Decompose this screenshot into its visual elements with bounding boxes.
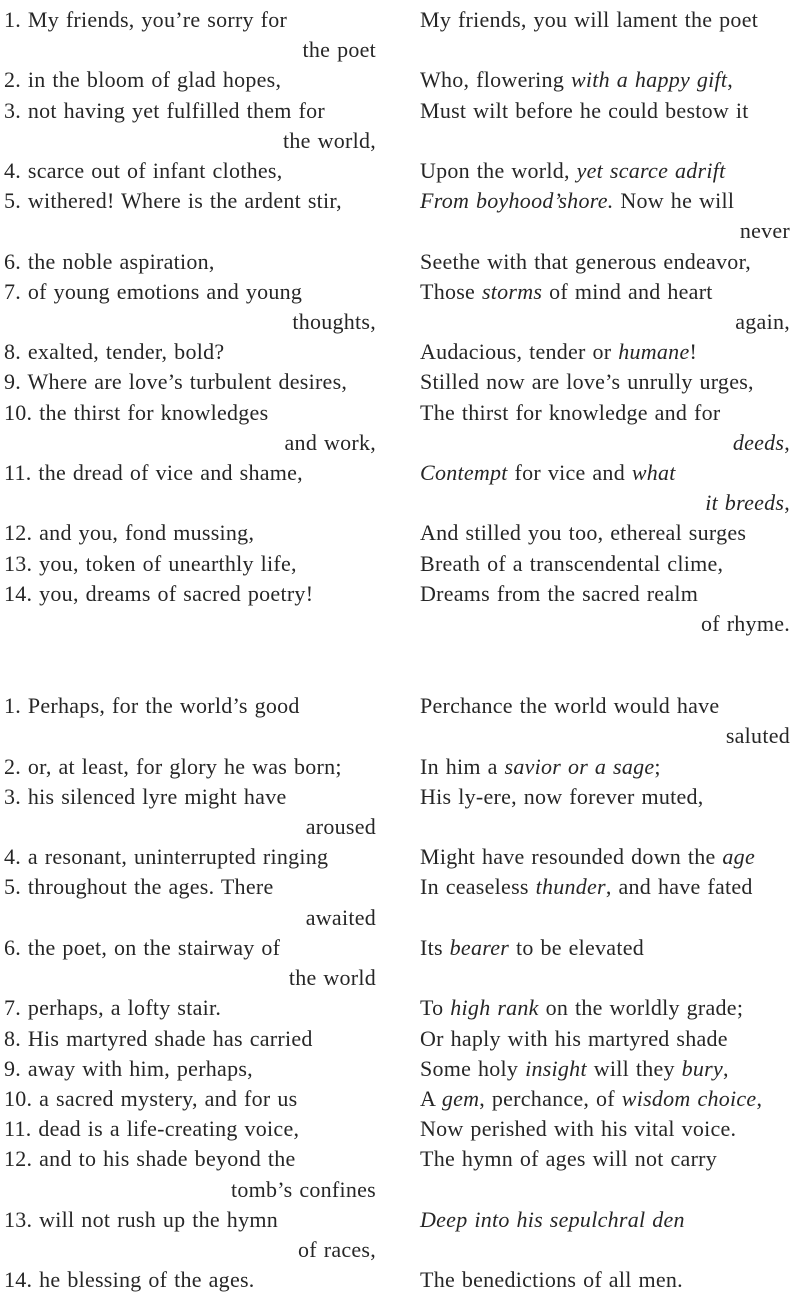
literal-translation-line: 7. of young emotions and young [4, 278, 303, 304]
literal-translation-line [4, 609, 376, 639]
literal-translation-line: 13. will not rush up the hymn [4, 1206, 278, 1232]
literal-translation-line: 10. a sacred mystery, and for us [4, 1085, 298, 1111]
verse-translation-line [420, 126, 790, 156]
verse-translation-line: of rhyme. [700, 611, 790, 637]
verse-translation-line: Dreams from the sacred realm [420, 580, 699, 606]
verse-translation-line [420, 903, 790, 933]
literal-translation-line: 7. perhaps, a lofty stair. [4, 995, 222, 1021]
verse-translation-line: A gem, perchance, of wisdom choice, [420, 1085, 763, 1111]
verse-translation-line: Must wilt before he could bestow it [420, 97, 749, 123]
literal-translation-line: 10. the thirst for knowledges [4, 399, 269, 425]
verse-row [0, 1205, 790, 1235]
verse-translation-line: Or haply with his martyred shade [420, 1025, 728, 1051]
literal-translation-line: 9. Where are love’s turbulent desires, [4, 369, 348, 395]
literal-translation-line: 11. the dread of vice and shame, [4, 460, 303, 486]
verse-row [0, 156, 790, 186]
verse-row [0, 1175, 790, 1205]
literal-translation-line: 5. withered! Where is the ardent stir, [4, 188, 342, 214]
verse-row [0, 1235, 790, 1265]
literal-translation-line: 13. you, token of unearthly life, [4, 550, 297, 576]
literal-translation-line: 12. and to his shade beyond the [4, 1146, 296, 1172]
literal-translation-line: 3. his silenced lyre might have [4, 783, 287, 809]
verse-row [0, 367, 790, 397]
literal-translation-line: 1. Perhaps, for the world’s good [4, 693, 300, 719]
stanza-1 [0, 5, 790, 639]
verse-row [0, 398, 790, 428]
verse-row [0, 691, 790, 721]
verse-row [0, 216, 790, 246]
verse-row [0, 1024, 790, 1054]
verse-row [0, 1084, 790, 1114]
verse-row [0, 872, 790, 902]
literal-translation-line: 4. a resonant, uninterrupted ringing [4, 844, 329, 870]
verse-translation-line: Contempt for vice and what [420, 460, 676, 486]
literal-translation-line: thoughts, [292, 309, 376, 335]
verse-row [0, 721, 790, 751]
verse-row [0, 307, 790, 337]
verse-row [0, 993, 790, 1023]
literal-translation-line [4, 216, 376, 246]
verse-translation-line [420, 1175, 790, 1205]
verse-row [0, 65, 790, 95]
verse-translation-line: Who, flowering with a happy gift, [420, 67, 734, 93]
verse-row [0, 96, 790, 126]
literal-translation-line: 8. His martyred shade has carried [4, 1025, 313, 1051]
literal-translation-line: 5. throughout the ages. There [4, 874, 274, 900]
literal-translation-line: 2. or, at least, for glory he was born; [4, 753, 342, 779]
literal-translation-line: 6. the poet, on the stairway of [4, 934, 281, 960]
verse-row [0, 579, 790, 609]
verse-row [0, 1265, 790, 1295]
verse-row [0, 518, 790, 548]
verse-row [0, 963, 790, 993]
verse-translation-line: Seethe with that generous endeavor, [420, 248, 752, 274]
literal-translation-line [4, 721, 376, 751]
literal-translation-line: awaited [305, 904, 376, 930]
verse-translation-line: The benedictions of all men. [420, 1267, 683, 1293]
literal-translation-line: the world, [283, 127, 376, 153]
verse-translation-line: In him a savior or a sage; [420, 753, 661, 779]
verse-translation-line: Its bearer to be elevated [420, 934, 644, 960]
verse-translation-line: The thirst for knowledge and for [420, 399, 721, 425]
verse-translation-line: Some holy insight will they bury, [420, 1055, 729, 1081]
literal-translation-line: 8. exalted, tender, bold? [4, 339, 225, 365]
literal-translation-line: 11. dead is a life-creating voice, [4, 1116, 300, 1142]
literal-translation-line: the poet [302, 37, 376, 63]
stanzas-container [0, 5, 790, 1295]
verse-row [0, 1054, 790, 1084]
literal-translation-line: and work, [284, 429, 376, 455]
verse-translation-line: Deep into his sepulchral den [420, 1206, 685, 1232]
verse-row [0, 609, 790, 639]
literal-translation-line: 2. in the bloom of glad hopes, [4, 67, 282, 93]
verse-translation-line: From boyhood’shore. Now he will [420, 188, 735, 214]
verse-translation-line: The hymn of ages will not carry [420, 1146, 718, 1172]
verse-translation-line: never [739, 218, 790, 244]
verse-row [0, 428, 790, 458]
verse-row [0, 549, 790, 579]
literal-translation-line: 12. and you, fond mussing, [4, 520, 255, 546]
literal-translation-line: the world [288, 965, 376, 991]
verse-row [0, 752, 790, 782]
verse-translation-line: saluted [725, 723, 790, 749]
verse-row [0, 933, 790, 963]
literal-translation-line: 14. you, dreams of sacred poetry! [4, 580, 314, 606]
verse-row [0, 5, 790, 35]
verse-translation-line: And stilled you too, ethereal surges [420, 520, 747, 546]
verse-row [0, 488, 790, 518]
literal-translation-line: tomb’s confines [231, 1176, 376, 1202]
verse-row [0, 458, 790, 488]
verse-translation-line: Breath of a transcendental clime, [420, 550, 724, 576]
literal-translation-line: 3. not having yet fulfilled them for [4, 97, 325, 123]
verse-row [0, 277, 790, 307]
verse-row [0, 247, 790, 277]
literal-translation-line: 4. scarce out of infant clothes, [4, 158, 283, 184]
verse-translation-line: again, [735, 309, 790, 335]
verse-row [0, 186, 790, 216]
verse-row [0, 126, 790, 156]
verse-translation-line: Now perished with his vital voice. [420, 1116, 737, 1142]
literal-translation-line [4, 488, 376, 518]
verse-translation-line: Upon the world, yet scarce adrift [420, 158, 726, 184]
verse-translation-line: deeds, [732, 429, 790, 455]
verse-row [0, 782, 790, 812]
literal-translation-line: of races, [298, 1236, 376, 1262]
literal-translation-line: 1. My friends, you’re sorry for [4, 7, 288, 32]
verse-row [0, 1114, 790, 1144]
literal-translation-line: 6. the noble aspiration, [4, 248, 215, 274]
verse-translation-line: To high rank on the worldly grade; [420, 995, 744, 1021]
verse-row [0, 35, 790, 65]
verse-translation-line [420, 1235, 790, 1265]
verse-row [0, 903, 790, 933]
verse-row [0, 842, 790, 872]
verse-row [0, 337, 790, 367]
verse-translation-line: it breeds, [705, 490, 790, 516]
verse-translation-line: In ceaseless thunder, and have fated [420, 874, 753, 900]
verse-row [0, 1144, 790, 1174]
literal-translation-line: 14. he blessing of the ages. [4, 1267, 255, 1293]
verse-translation-line: Perchance the world would have [420, 693, 720, 719]
literal-translation-line: aroused [305, 814, 376, 840]
stanza-2 [0, 691, 790, 1295]
verse-translation-line: My friends, you will lament the poet [420, 7, 759, 32]
verse-translation-line [420, 812, 790, 842]
verse-translation-line: Audacious, tender or humane! [420, 339, 698, 365]
verse-translation-line [420, 963, 790, 993]
literal-translation-line: 9. away with him, perhaps, [4, 1055, 253, 1081]
verse-translation-line: His ly-ere, now forever muted, [420, 783, 704, 809]
verse-translation-line: Might have resounded down the age [420, 844, 755, 870]
verse-translation-line: Stilled now are love’s unrully urges, [420, 369, 754, 395]
verse-translation-line [420, 35, 790, 65]
verse-translation-line: Those storms of mind and heart [420, 278, 713, 304]
verse-row [0, 812, 790, 842]
